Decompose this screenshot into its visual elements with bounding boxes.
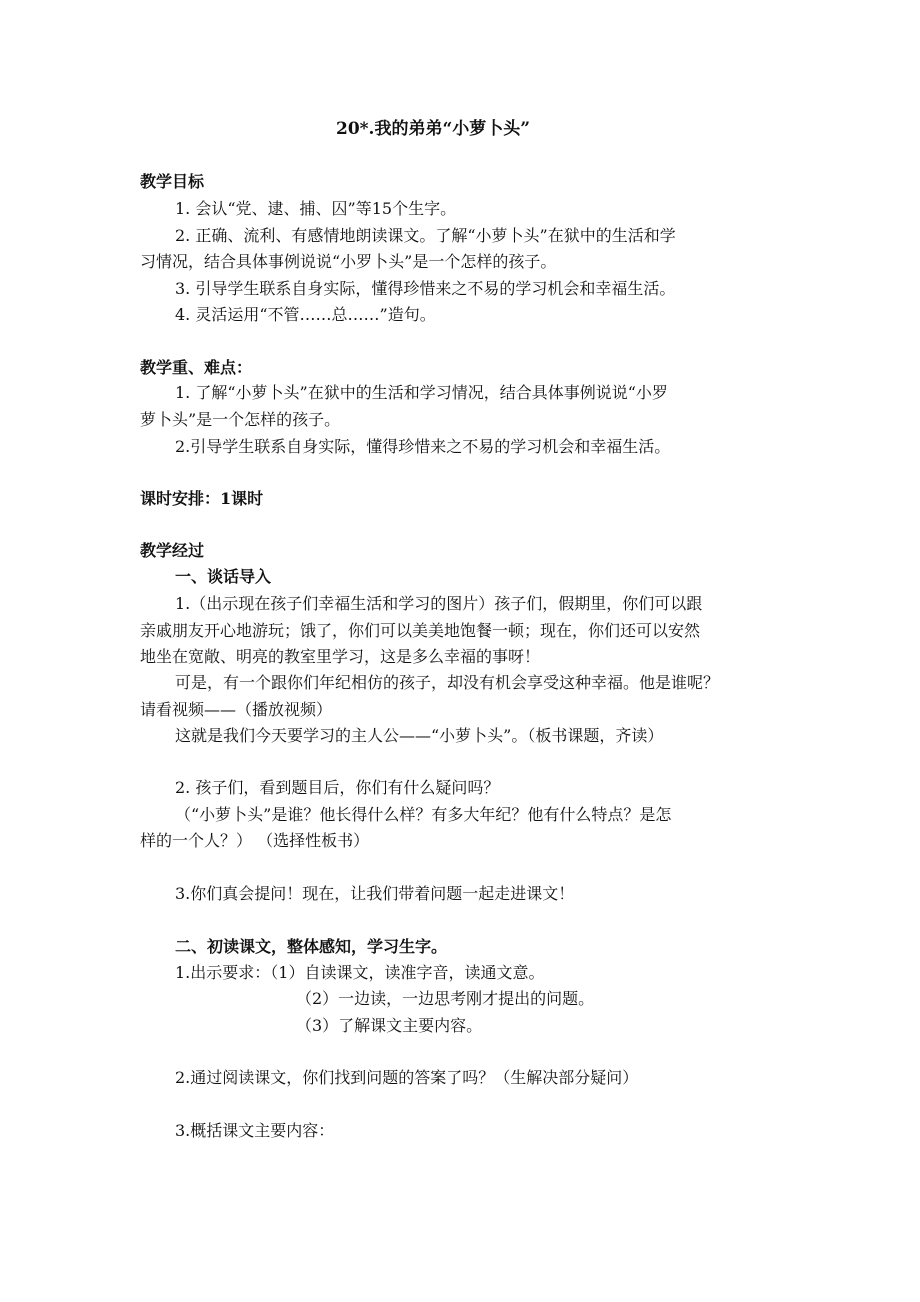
paragraph-line: 1.（出示现在孩子们幸福生活和学习的图片）孩子们，假期里，你们可以跟 — [175, 594, 703, 613]
paragraph-line: 可是，有一个跟你们年纪相仿的孩子，却没有机会享受这种幸福。他是谁呢？ — [175, 673, 720, 692]
keypoints-heading: 教学重、难点： — [140, 358, 253, 377]
schedule-heading: 课时安排：1课时 — [140, 489, 264, 508]
document-title: 20*.我的弟弟“小萝卜头” — [336, 119, 531, 139]
paragraph-line: 3.概括课文主要内容： — [175, 1121, 335, 1140]
objective-item: 2. 正确、流利、有感情地朗读课文。了解“小萝卜头”在狱中的生活和学 — [175, 226, 676, 245]
section-2-title: 二、初读课文，整体感知，学习生字。 — [175, 937, 448, 956]
section-1-title: 一、谈话导入 — [175, 567, 272, 586]
process-heading: 教学经过 — [140, 541, 205, 560]
objective-item: 3. 引导学生联系自身实际，懂得珍惜来之不易的学习机会和幸福生活。 — [175, 279, 676, 298]
paragraph-line: （3）了解课文主要内容。 — [296, 1016, 483, 1035]
paragraph-line: 请看视频——（播放视频） — [140, 700, 333, 719]
keypoint-item: 1. 了解“小萝卜头”在狱中的生活和学习情况，结合具体事例说说“小罗 — [175, 383, 668, 402]
paragraph-line: 3.你们真会提问！现在，让我们带着问题一起走进课文！ — [175, 884, 575, 903]
keypoint-item-continued: 萝卜头”是一个怎样的孩子。 — [140, 410, 341, 429]
paragraph-line: 地坐在宽敞、明亮的教室里学习，这是多么幸福的事呀！ — [140, 647, 541, 666]
objective-item: 1. 会认“党、逮、捕、囚”等15个生字。 — [175, 199, 457, 218]
paragraph-line: 这就是我们今天要学习的主人公——“小萝卜头”。（板书课题，齐读） — [175, 726, 664, 745]
paragraph-line: 样的一个人？） （选择性板书） — [140, 831, 370, 850]
paragraph-line: 2.通过阅读课文，你们找到问题的答案了吗？（生解决部分疑问） — [175, 1068, 639, 1087]
objective-item: 4. 灵活运用“不管……总……”造句。 — [175, 305, 436, 324]
keypoint-item: 2.引导学生联系自身实际，懂得珍惜来之不易的学习机会和幸福生活。 — [175, 437, 671, 456]
paragraph-line: （“小萝卜头”是谁？他长得什么样？有多大年纪？他有什么特点？是怎 — [175, 805, 672, 824]
paragraph-line: 亲戚朋友开心地游玩；饿了，你们可以美美地饱餐一顿；现在，你们还可以安然 — [140, 621, 701, 640]
objectives-heading: 教学目标 — [140, 172, 205, 191]
paragraph-line: （2）一边读，一边思考刚才提出的问题。 — [296, 989, 595, 1008]
paragraph-line: 2. 孩子们，看到题目后，你们有什么疑问吗？ — [175, 778, 500, 797]
paragraph-line: 1.出示要求：（1）自读课文，读准字音，读通文意。 — [175, 963, 545, 982]
objective-item-continued: 习情况，结合具体事例说说“小罗卜头”是一个怎样的孩子。 — [140, 252, 557, 271]
